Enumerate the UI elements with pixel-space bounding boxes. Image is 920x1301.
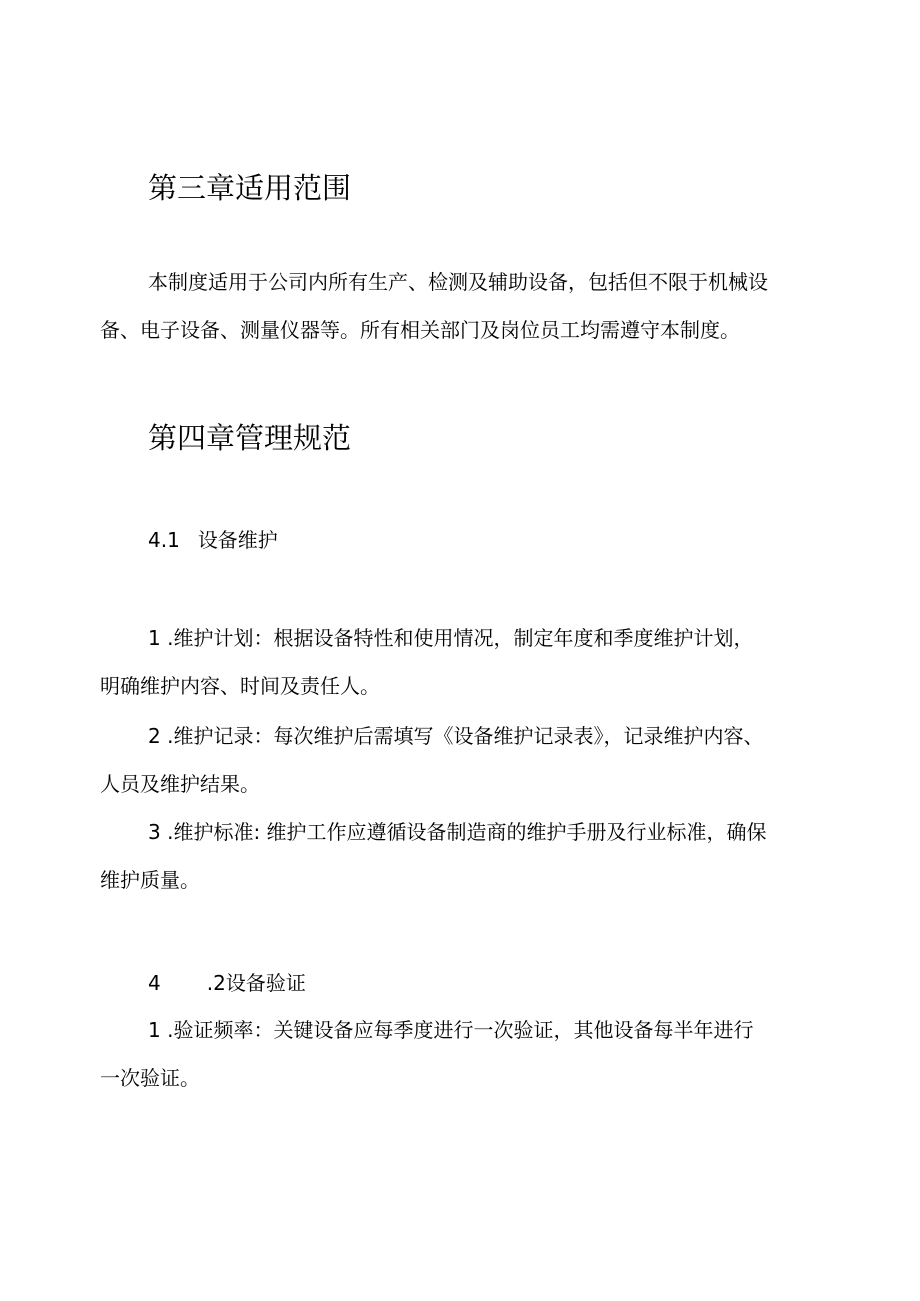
paragraph-line: 本制度适用于公司内所有生产、检测及辅助设备，包括但不限于机械设 xyxy=(148,270,768,294)
list-item-line: 1 .验证频率：关键设备应每季度进行一次验证，其他设备每半年进行 xyxy=(148,1018,754,1042)
list-item-line: 明确维护内容、时间及责任人。 xyxy=(100,674,380,698)
list-item-line: 维护质量。 xyxy=(100,868,200,892)
paragraph-line: 备、电子设备、测量仪器等。所有相关部门及岗位员工均需遵守本制度。 xyxy=(100,318,740,342)
list-item-line: 一次验证。 xyxy=(100,1066,200,1090)
list-item-line: 人员及维护结果。 xyxy=(100,772,260,796)
list-item-line: 1 .维护计划：根据设备特性和使用情况，制定年度和季度维护计划， xyxy=(148,626,754,650)
list-item xyxy=(100,808,828,904)
list-item-line: 2 .维护记录：每次维护后需填写《设备维护记录表》，记录维护内容、 xyxy=(148,724,764,748)
chapter-3-paragraph xyxy=(100,258,828,354)
chapter-4-heading: 第四章管理规范 xyxy=(148,421,352,455)
list-item xyxy=(100,712,828,808)
section-number: 4.1 xyxy=(148,528,180,552)
chapter-3-heading: 第三章适用范围 xyxy=(148,171,352,205)
section-title: 设备维护 xyxy=(197,528,278,552)
list-item xyxy=(100,614,828,710)
list-item xyxy=(100,1006,828,1102)
section-4-1-heading xyxy=(148,525,278,555)
section-number: 4 xyxy=(148,971,161,995)
list-item-line: 3 .维护标准: 维护工作应遵循设备制造商的维护手册及行业标准，确保 xyxy=(148,820,767,844)
section-4-2-heading xyxy=(148,968,306,998)
section-title: .2设备验证 xyxy=(206,971,306,995)
